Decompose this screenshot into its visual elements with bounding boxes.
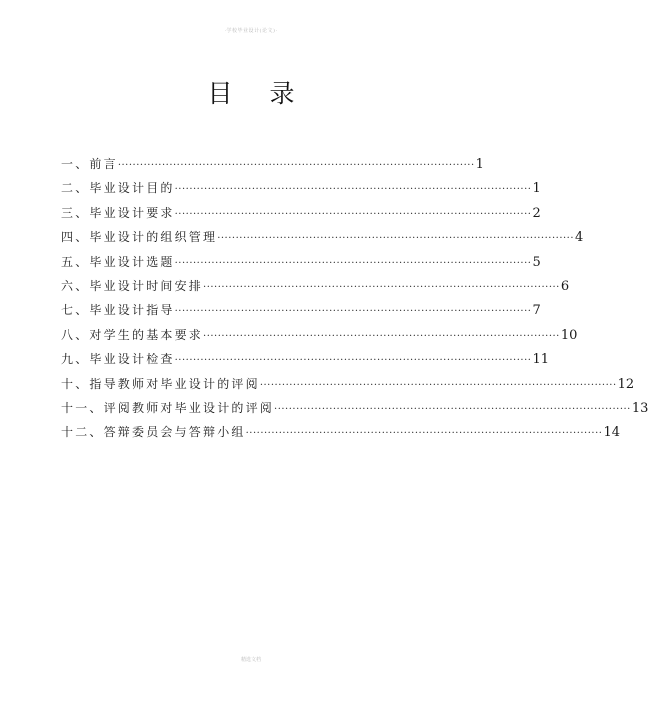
toc-entry-page: 5 (532, 254, 541, 270)
toc-entry-label: 二、毕业设计目的 (61, 181, 175, 196)
toc-dot-leader: ································································································· (117, 160, 475, 171)
footer-watermark: 精选文档 (240, 657, 261, 663)
toc-dot-leader: ································································································· (203, 281, 560, 293)
toc-entry-page: 11 (532, 352, 549, 368)
toc-entry-page: 6 (560, 278, 570, 294)
toc-entry-label: 六、毕业设计时间安排 (61, 278, 204, 293)
toc-entry-page: 12 (617, 376, 635, 392)
toc-dot-leader: ································································································· (174, 184, 532, 196)
toc-entry[interactable] (61, 372, 635, 396)
toc-entry-label: 十二、答辩委员会与答辩小组 (61, 425, 246, 440)
table-of-contents (61, 152, 648, 445)
toc-entry-label: 九、毕业设计检查 (61, 352, 175, 367)
toc-dot-leader: ································································································· (174, 355, 532, 367)
toc-entry[interactable] (61, 274, 570, 298)
toc-entry-page: 10 (560, 327, 578, 343)
toc-dot-leader: ································································································· (203, 330, 560, 342)
toc-entry-page: 1 (475, 157, 484, 172)
toc-entry-label: 一、前言 (61, 157, 118, 171)
toc-entry-page: 13 (631, 400, 648, 416)
header-watermark: ·学校毕业设计(论文)· (224, 28, 278, 34)
toc-entry[interactable] (61, 420, 620, 444)
toc-entry-label: 三、毕业设计要求 (61, 205, 175, 220)
toc-entry-label: 四、毕业设计的组织管理 (61, 230, 218, 245)
toc-entry[interactable] (61, 323, 578, 347)
toc-entry-label: 八、对学生的基本要求 (61, 327, 204, 342)
toc-entry-page: 4 (575, 230, 584, 246)
toc-entry-page: 2 (532, 205, 541, 221)
toc-dot-leader: ································································································· (259, 379, 617, 391)
toc-entry[interactable] (61, 298, 541, 322)
toc-entry[interactable] (61, 347, 549, 371)
toc-entry-label: 十一、评阅教师对毕业设计的评阅 (61, 400, 275, 415)
toc-entry[interactable] (61, 396, 648, 420)
toc-entry-page: 1 (532, 181, 541, 197)
toc-entry[interactable] (61, 250, 541, 274)
toc-dot-leader: ································································································· (174, 208, 532, 220)
toc-entry-label: 十、指导教师对毕业设计的评阅 (61, 376, 260, 391)
toc-dot-leader: ································································································· (174, 257, 532, 269)
toc-entry-label: 七、毕业设计指导 (61, 303, 175, 318)
toc-entry[interactable] (61, 176, 541, 200)
toc-entry-page: 7 (532, 303, 541, 319)
toc-dot-leader: ································································································· (217, 233, 575, 245)
toc-dot-leader: ································································································· (245, 428, 603, 440)
toc-entry[interactable] (61, 201, 541, 225)
toc-entry[interactable] (61, 152, 484, 176)
toc-dot-leader: ································································································· (174, 306, 532, 318)
toc-entry-page: 14 (603, 425, 620, 441)
toc-entry-label: 五、毕业设计选题 (61, 254, 175, 269)
toc-dot-leader: ································································································· (274, 403, 631, 415)
page-title: 目录 (207, 79, 332, 108)
toc-entry[interactable] (61, 225, 584, 249)
